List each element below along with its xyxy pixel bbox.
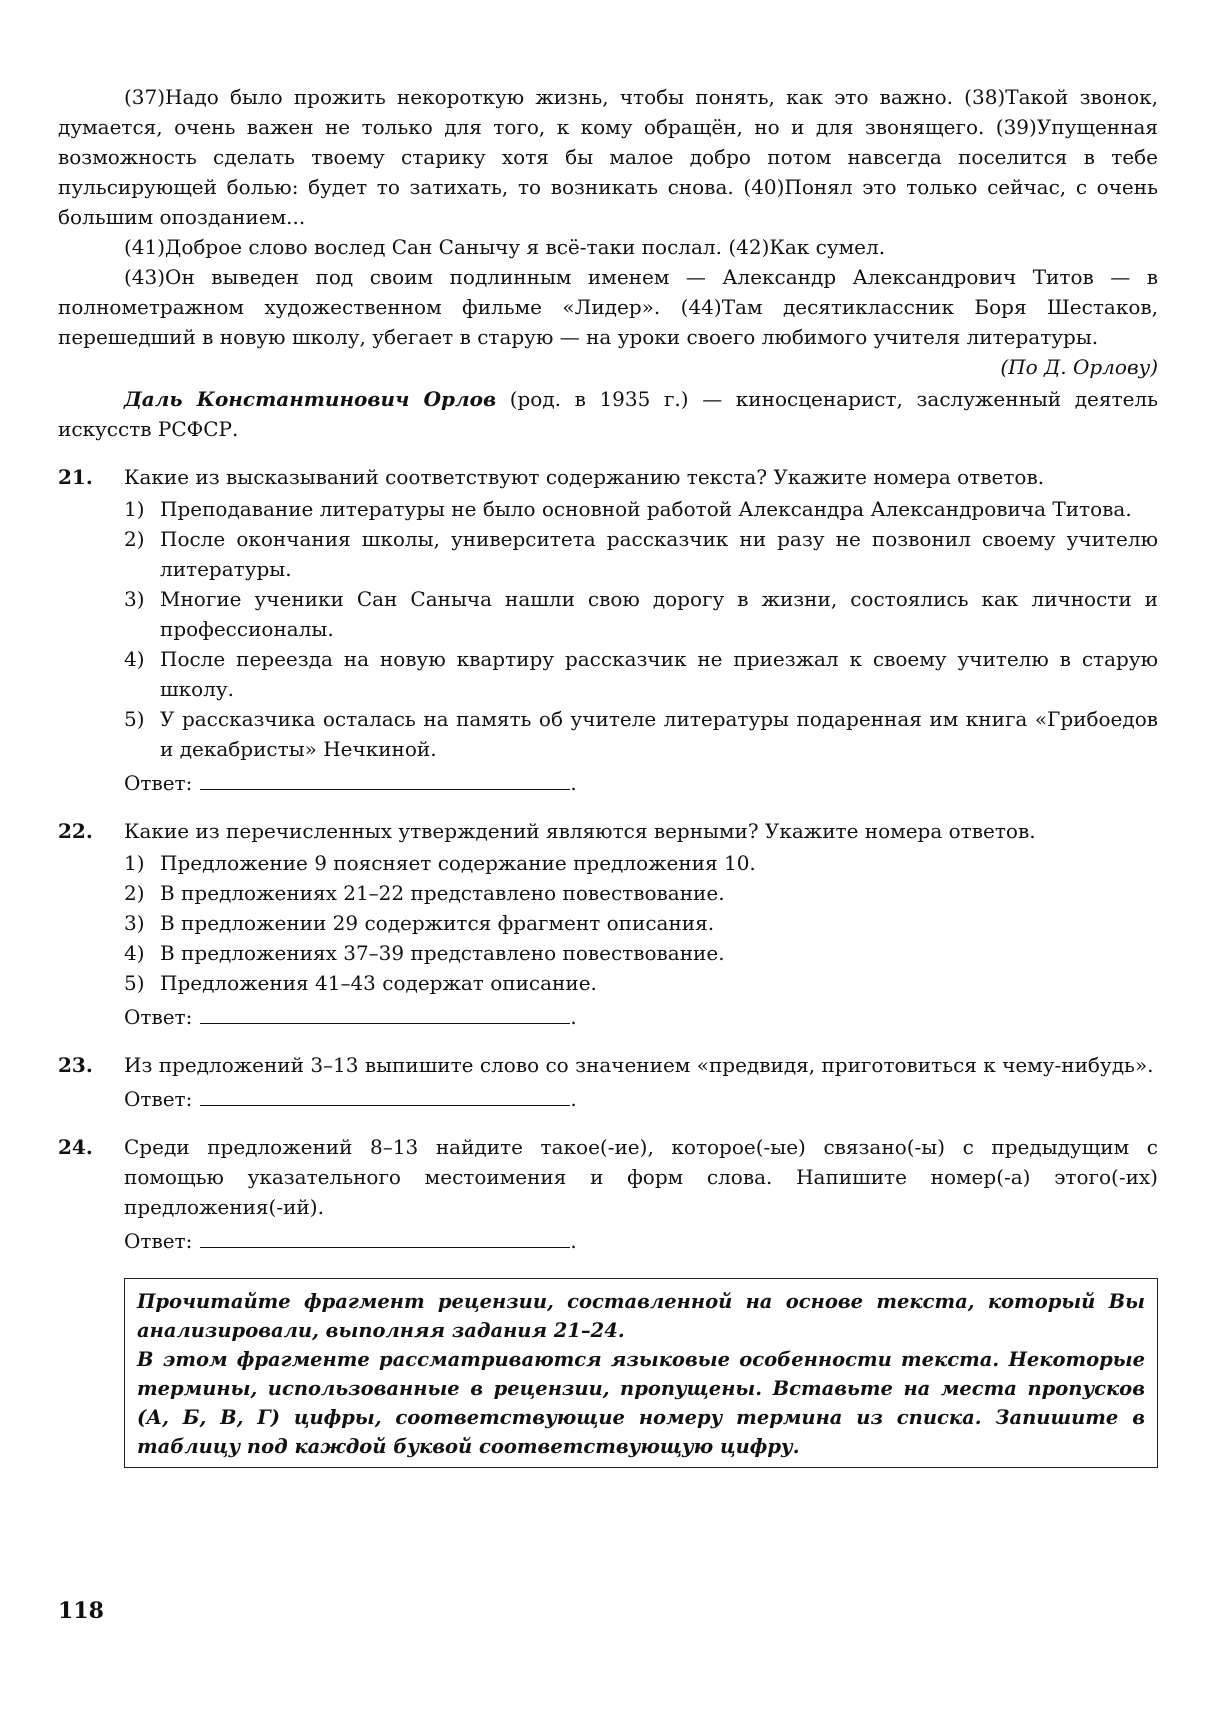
- option-number: 3): [124, 587, 145, 611]
- option-list: [124, 848, 1158, 998]
- option-item: [124, 848, 1158, 878]
- answer-row: Ответ: .: [124, 1229, 577, 1253]
- page-content: [58, 82, 1158, 1468]
- author-name: Даль Константинович Орлов: [124, 387, 497, 411]
- option-number: 5): [124, 971, 145, 995]
- task-21: [58, 462, 1158, 798]
- page-number: 118: [58, 1598, 104, 1624]
- answer-field[interactable]: [200, 1085, 570, 1106]
- text-paragraph: (37)Надо было прожить некороткую жизнь, чтобы понять, как это важно. (38)Такой звонок, думается, очень важен не только для того, к кому обращён, но и для звонящего. (39)Упущенная возможность сделать твоему старику хотя бы малое добро потом навсегда поселится в тебе пульсирующей болью: будет то затихать, то возникать снова. (40)Понял это только сейчас, с очень большим опозданием...: [58, 85, 1158, 229]
- option-item: [124, 908, 1158, 938]
- answer-label: Ответ:: [124, 1005, 193, 1029]
- option-list: [124, 494, 1158, 764]
- instruction-line: В этом фрагменте рассматриваются языковые особенности текста. Некоторые термины, использованные в рецензии, пропущены. Вставьте на места пропусков (А, Б, В, Г) цифры, соответствующие номеру термина из списка. Запишите в таблицу под каждой буквой соответствующую цифру.: [137, 1348, 1145, 1458]
- option-text: В предложениях 37–39 представлено повествование.: [160, 941, 725, 965]
- task-number: 24.: [58, 1135, 93, 1159]
- option-text: После окончания школы, университета рассказчик ни разу не позвонил своему учителю литературы.: [160, 527, 1158, 581]
- instruction-box: [124, 1278, 1158, 1468]
- option-text: После переезда на новую квартиру рассказчик не приезжал к своему учителю в старую школу.: [160, 647, 1158, 701]
- text-paragraph: (43)Он выведен под своим подлинным именем — Александр Александрович Титов — в полнометражном художественном фильме «Лидер». (44)Там десятиклассник Боря Шестаков, перешедший в новую школу, убегает в старую — на уроки своего любимого учителя литературы.: [58, 265, 1158, 349]
- answer-label: Ответ:: [124, 1087, 193, 1111]
- task-22: [58, 816, 1158, 1032]
- option-number: 2): [124, 527, 145, 551]
- option-number: 5): [124, 707, 145, 731]
- option-text: Преподавание литературы не было основной работой Александра Александровича Титова.: [160, 497, 1132, 521]
- option-item: [124, 584, 1158, 644]
- option-item: [124, 704, 1158, 764]
- option-number: 3): [124, 911, 145, 935]
- option-text: Предложение 9 поясняет содержание предложения 10.: [160, 851, 756, 875]
- answer-label: Ответ:: [124, 771, 193, 795]
- option-item: [124, 524, 1158, 584]
- option-text: В предложении 29 содержится фрагмент описания.: [160, 911, 715, 935]
- task-question: Из предложений 3–13 выпишите слово со значением «предвидя, приготовиться к чему-нибудь».: [124, 1053, 1154, 1077]
- task-24: [58, 1132, 1158, 1256]
- option-number: 4): [124, 647, 145, 671]
- option-number: 1): [124, 497, 145, 521]
- answer-field[interactable]: [200, 1003, 570, 1024]
- option-text: Предложения 41–43 содержат описание.: [160, 971, 597, 995]
- answer-field[interactable]: [200, 769, 570, 790]
- option-item: [124, 938, 1158, 968]
- task-number: 22.: [58, 819, 93, 843]
- task-question: Какие из высказываний соответствуют содержанию текста? Укажите номера ответов.: [124, 465, 1045, 489]
- task-question: Какие из перечисленных утверждений являются верными? Укажите номера ответов.: [124, 819, 1036, 843]
- option-item: [124, 494, 1158, 524]
- answer-row: Ответ: .: [124, 1005, 577, 1029]
- task-23: [58, 1050, 1158, 1114]
- option-number: 2): [124, 881, 145, 905]
- option-item: [124, 644, 1158, 704]
- option-item: [124, 968, 1158, 998]
- answer-row: Ответ: .: [124, 771, 577, 795]
- option-text: Многие ученики Сан Саныча нашли свою дорогу в жизни, состоялись как личности и профессионалы.: [160, 587, 1158, 641]
- answer-row: Ответ: .: [124, 1087, 577, 1111]
- task-number: 21.: [58, 465, 93, 489]
- answer-label: Ответ:: [124, 1229, 193, 1253]
- option-item: [124, 878, 1158, 908]
- option-number: 4): [124, 941, 145, 965]
- author-note: [58, 384, 1158, 444]
- task-number: 23.: [58, 1053, 93, 1077]
- task-question: Среди предложений 8–13 найдите такое(-ие), которое(-ые) связано(-ы) с предыдущим с помощью указательного местоимения и форм слова. Напишите номер(-а) этого(-их) предложения(-ий).: [124, 1135, 1158, 1219]
- text-source: (По Д. Орлову): [1000, 355, 1158, 379]
- text-paragraph: (41)Доброе слово вослед Сан Санычу я всё-таки послал. (42)Как сумел.: [124, 235, 886, 259]
- option-text: В предложениях 21–22 представлено повествование.: [160, 881, 725, 905]
- option-text: У рассказчика осталась на память об учителе литературы подаренная им книга «Грибоедов и декабристы» Нечкиной.: [160, 707, 1158, 761]
- answer-field[interactable]: [200, 1227, 570, 1248]
- instruction-line: Прочитайте фрагмент рецензии, составленной на основе текста, который Вы анализировали, выполняя задания 21–24.: [137, 1290, 1145, 1342]
- option-number: 1): [124, 851, 145, 875]
- author-bio: (род. в 1935 г.) — киносценарист, заслуженный деятель искусств РСФСР.: [58, 387, 1159, 441]
